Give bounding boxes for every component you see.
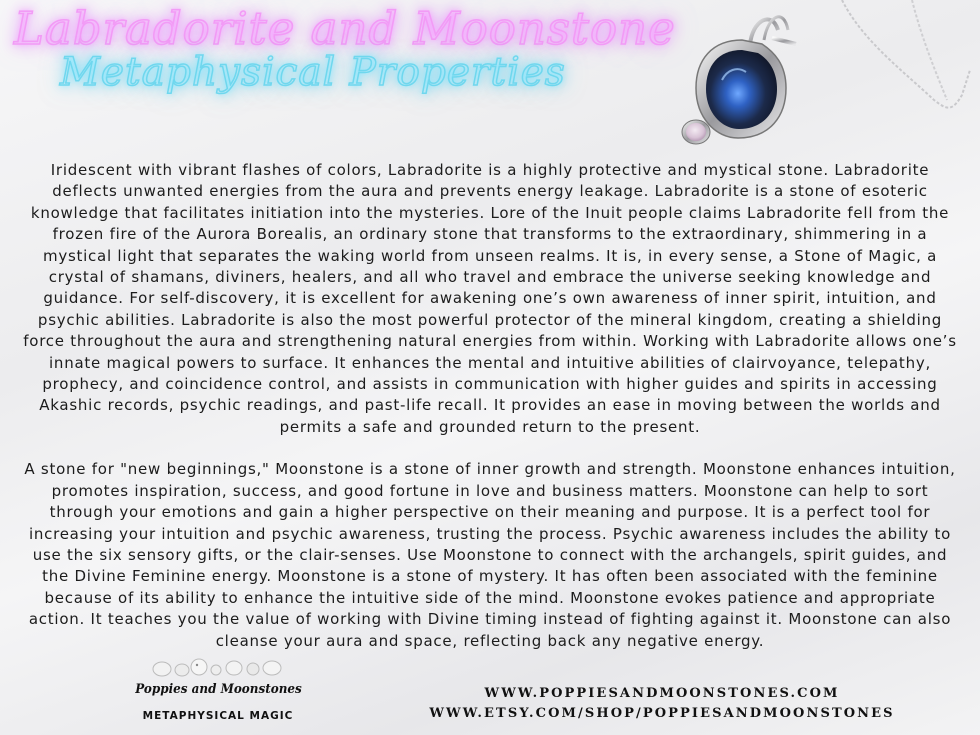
website-link[interactable]: WWW.POPPIESANDMOONSTONES.COM: [484, 686, 840, 701]
description-text: [18, 160, 962, 673]
etsy-link[interactable]: WWW.ETSY.COM/SHOP/POPPIESANDMOONSTONES: [429, 706, 895, 721]
labradorite-moonstone-pendant-icon: [672, 0, 972, 164]
brand-tagline: METAPHYSICAL MAGIC: [142, 710, 294, 722]
brand-name: Poppies and Moonstones: [135, 682, 302, 697]
page-title: Labradorite and Moonstone: [14, 2, 676, 55]
labradorite-paragraph: Iridescent with vibrant flashes of colors, Labradorite is a highly protective and mystical stone. Labradorite deflects unwanted energies from the aura and prevents energy leakage. Labradorite is a stone of esoteric knowledge that facilitates initiation into the mysteries. Lore of the Inuit people claims Labradorite fell from the frozen fire of the Aurora Borealis, an ordinary stone that transforms to the extraordinary, shimmering in a mystical light that separates the waking world from unseen realms. It is, in every sense, a Stone of Magic, a crystal of shamans, diviners, healers, and all who travel and embrace the universe seeking knowledge and guidance. For self-discovery, it is excellent for awakening one’s own awareness of inner spirit, intuition, and psychic abilities. Labradorite is also the most powerful protector of the mineral kingdom, creating a shielding force throughout the aura and strengthening natural energies from within. Working with Labradorite allows one’s innate magical powers to surface. It enhances the mental and intuitive abilities of clairvoyance, telepathy, prophecy, and coincidence control, and assists in communication with higher guides and spirits in accessing Akashic records, psychic readings, and past-life recall. It provides an ease in moving between the worlds and permits a safe and grounded return to the present.: [23, 161, 957, 436]
moonstone-paragraph: A stone for "new beginnings," Moonstone is a stone of inner growth and strength. Moonstone enhances intuition, promotes inspiration, success, and good fortune in love and business matters. Moonstone can help to sort through your emotions and gain a higher perspective on their meaning and purpose. It is a perfect tool for increasing your intuition and psychic awareness, trusting the process. Psychic awareness includes the ability to use the six sensory gifts, or the clair-senses. Use Moonstone to connect with the archangels, spirit guides, and the Divine Feminine energy. Moonstone is a stone of mystery. It has often been associated with the feminine because of its ability to enhance the intuitive side of the mind. Moonstone evokes patience and appropriate action. It teaches you the value of working with Divine timing instead of fighting against it. Moonstone can also cleanse your aura and space, reflecting back any negative energy.: [24, 460, 956, 650]
footer-links: [380, 684, 944, 724]
moonstone-tumbled-stones-icon: [150, 656, 286, 678]
page-subtitle: Metaphysical Properties: [60, 50, 566, 95]
